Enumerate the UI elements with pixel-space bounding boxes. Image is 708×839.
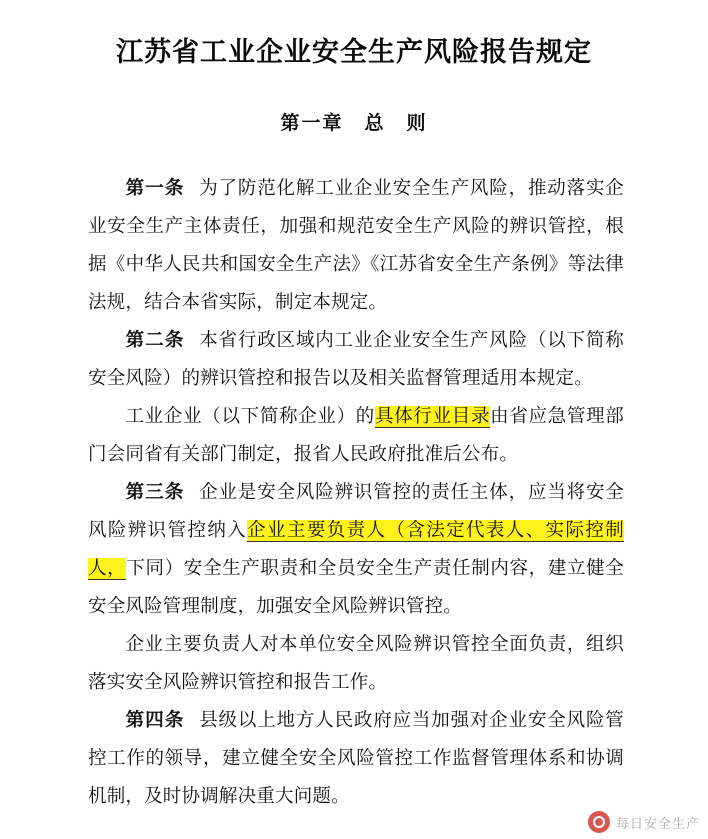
paragraph-principal-duty bbox=[88, 626, 624, 702]
watermark bbox=[588, 811, 700, 833]
article-label: 第四条 bbox=[125, 710, 185, 731]
paragraph-text: 县级以上地方人民政府应当加强对企业安全风险管控工作的领导，建立健全安全风险管控工作监督管理体系和协调机制，及时协调解决重大问题。 bbox=[88, 710, 624, 807]
chapter-heading: 第一章 总 则 bbox=[280, 112, 428, 134]
highlighted-term-industry-catalog: 具体行业目录 bbox=[374, 406, 491, 427]
document-body bbox=[88, 170, 624, 816]
paragraph-article-1 bbox=[88, 170, 624, 322]
paragraph-text-post: 由省应急管理部门会同省有关部门制定，报省人民政府批准后公布。 bbox=[88, 406, 624, 465]
watermark-text: 每日安全生产 bbox=[615, 816, 700, 832]
paragraph-article-2 bbox=[88, 322, 624, 398]
paragraph-text-post: 下同）安全生产职责和全员安全生产责任制内容，建立健全安全风险管理制度，加强安全风险辨识管控。 bbox=[88, 558, 625, 617]
article-label: 第三条 bbox=[125, 482, 185, 503]
paragraph-text: 企业主要负责人对本单位安全风险辨识管控全面负责，组织落实安全风险辨识管控和报告工作。 bbox=[88, 634, 624, 693]
highlighted-term-principal-person: 企业主要负责人（含法定代表人、实际控制人， bbox=[88, 520, 624, 579]
article-label: 第二条 bbox=[125, 330, 185, 351]
page-title: 江苏省工业企业安全生产风险报告规定 bbox=[116, 37, 592, 68]
paragraph-article-4 bbox=[88, 702, 624, 816]
paragraph-article-3 bbox=[88, 474, 624, 626]
paragraph-text: 本省行政区域内工业企业安全生产风险（以下简称安全风险）的辨识管控和报告以及相关监督管理适用本规定。 bbox=[88, 330, 624, 389]
paragraph-text-pre: 企业是安全风险辨识管控的责任主体，应当将安全风险辨识管控纳入 bbox=[88, 482, 624, 541]
paragraph-text: 为了防范化解工业企业安全生产风险，推动落实企业安全生产主体责任，加强和规范安全生产风险的辨识管控，根据《中华人民共和国安全生产法》《江苏省安全生产条例》等法律法规，结合本省实际，制定本规定。 bbox=[88, 178, 624, 313]
circle-logo-icon bbox=[588, 811, 610, 833]
paragraph-text-pre: 工业企业（以下简称企业）的 bbox=[125, 406, 375, 427]
article-label: 第一条 bbox=[125, 178, 185, 199]
paragraph-industry-catalog bbox=[88, 398, 624, 474]
